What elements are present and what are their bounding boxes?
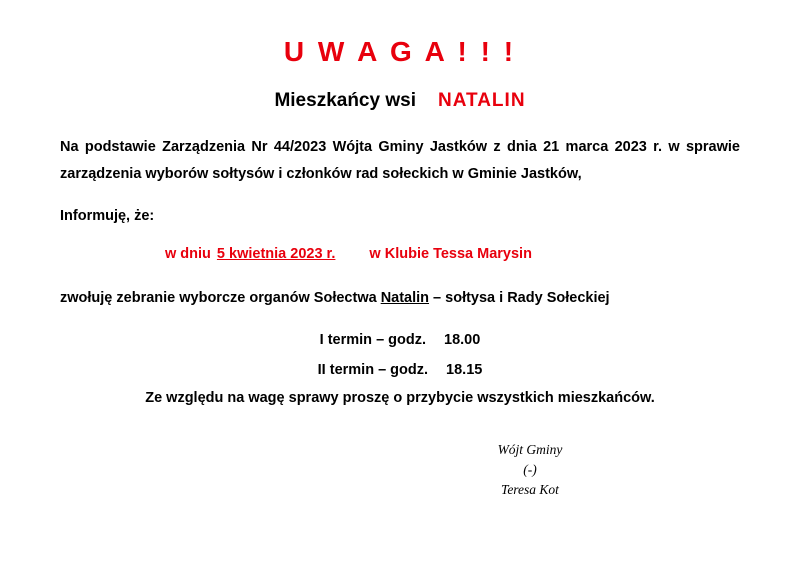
term-second-time: 18.15 [446, 361, 483, 378]
signature-name: Teresa Kot [501, 482, 559, 498]
signature-role: Wójt Gminy [497, 441, 563, 457]
meeting-place: w Klubie Tessa Marysin [369, 245, 532, 262]
term-first-time: 18.00 [444, 331, 481, 348]
signature-mark: (-) [523, 461, 537, 477]
attendance-note: Ze względu na wagę sprawy proszę o przybycie wszystkich mieszkańców. [145, 389, 655, 406]
term-second-label: II termin – godz. [317, 361, 429, 378]
body-paragraph: Na podstawie Zarządzenia Nr 44/2023 Wójta Gminy Jastków z dnia 21 marca 2023 r. w sprawie zarządzenia wyborów sołtysów i członków rad sołeckich w Gminie Jastków, [60, 139, 740, 182]
term-second [60, 362, 740, 378]
term-first [60, 332, 740, 348]
subtitle [60, 90, 740, 112]
signature-block [60, 440, 740, 501]
village-name: NATALIN [437, 90, 526, 111]
convene-village: Natalin [380, 289, 430, 306]
page-title: U W A G A ! ! ! [283, 36, 517, 67]
meeting-date: 5 kwietnia 2023 r. [216, 245, 336, 262]
convene-before: zwołuję zebranie wyborcze organów Sołectwa [60, 289, 381, 306]
term-first-label: I termin – godz. [319, 331, 427, 348]
inform-label: Informuję, że: [60, 207, 155, 224]
subtitle-prefix: Mieszkańcy wsi [274, 90, 416, 111]
convene-line [60, 290, 740, 306]
meeting-when-line [60, 246, 740, 262]
convene-after: – sołtysa i Rady Sołeckiej [429, 289, 610, 306]
when-prefix: w dniu [165, 245, 211, 262]
